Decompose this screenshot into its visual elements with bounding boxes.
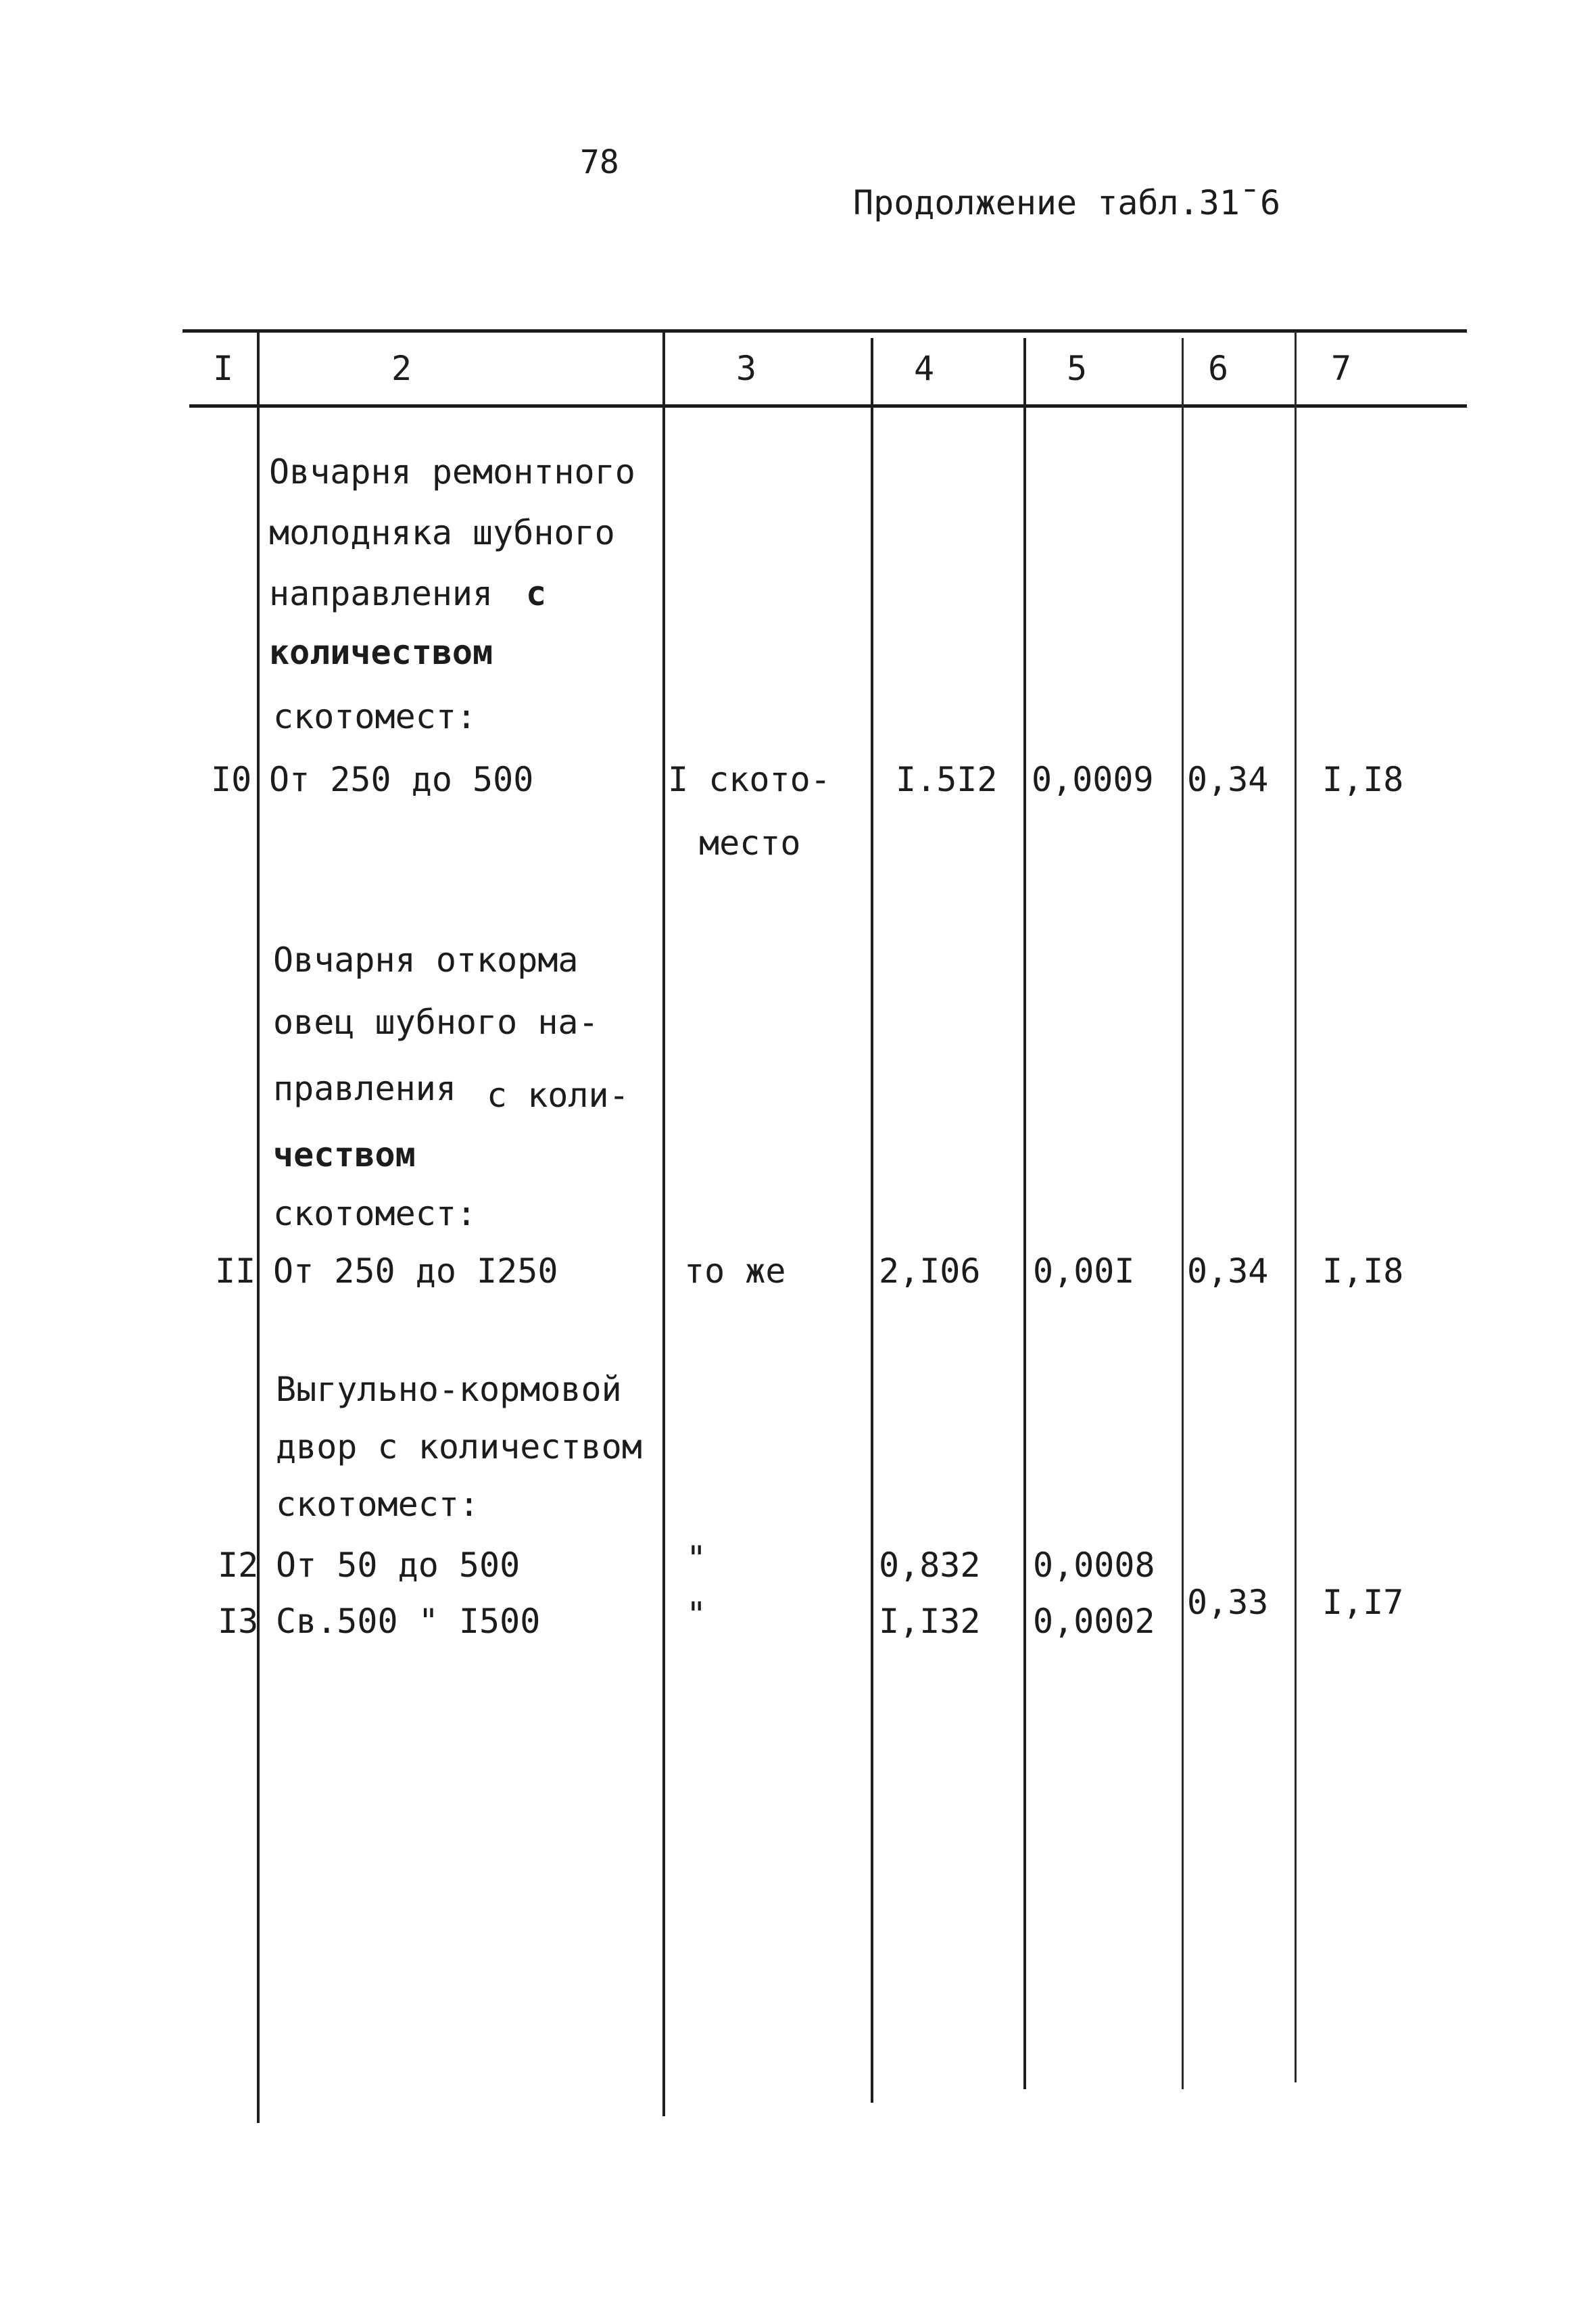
- row-number: I2: [218, 1546, 259, 1585]
- group-title-line: правления: [273, 1069, 456, 1108]
- row-unit: ": [686, 1539, 707, 1578]
- row-col5: 0,0009: [1032, 760, 1154, 799]
- row-name: От 250 до I250: [273, 1251, 558, 1291]
- row-col4: 0,832: [879, 1546, 981, 1585]
- group-title-line: скотомест:: [273, 697, 477, 736]
- table-caption: Продолжение табл.31¯6: [853, 183, 1281, 222]
- row-col5: 0,00I: [1033, 1251, 1135, 1291]
- column-divider: [1295, 331, 1297, 2082]
- group-title-line: молодняка шубного: [269, 513, 615, 552]
- row-col4: I,I32: [879, 1602, 981, 1641]
- table-header-rule: [189, 404, 1467, 408]
- page-number: 78: [580, 143, 619, 181]
- group-title-line: количеством: [269, 633, 493, 672]
- row-col7: I,I8: [1322, 1251, 1404, 1291]
- group-title-line: чеством: [273, 1135, 416, 1174]
- group-title-line: овец шубного на-: [273, 1003, 599, 1042]
- group-title-line: Выгульно-кормовой: [276, 1370, 622, 1409]
- group-title-line: двор с количеством: [276, 1427, 642, 1466]
- column-header-7: 7: [1330, 349, 1352, 388]
- row-unit: ": [686, 1595, 707, 1634]
- group-title-line: с: [526, 574, 547, 613]
- column-header-1: I: [212, 349, 234, 388]
- row-number: I0: [211, 760, 252, 799]
- column-divider: [662, 331, 665, 2116]
- group-title-line: скотомест:: [276, 1485, 480, 1524]
- row-col6: 0,34: [1187, 1251, 1269, 1291]
- column-divider: [1182, 338, 1184, 2089]
- row-col5: 0,0008: [1033, 1546, 1155, 1585]
- row-number: II: [215, 1251, 256, 1291]
- group-title-line: с коли-: [487, 1076, 629, 1115]
- column-divider: [1023, 338, 1026, 2089]
- row-col5: 0,0002: [1033, 1602, 1155, 1641]
- group-title-line: направления: [269, 574, 493, 613]
- column-header-5: 5: [1066, 349, 1088, 388]
- column-header-2: 2: [391, 349, 412, 388]
- row-unit: место: [699, 824, 801, 863]
- shared-col7: I,I7: [1322, 1583, 1404, 1622]
- column-header-6: 6: [1207, 349, 1229, 388]
- row-col6: 0,34: [1187, 760, 1269, 799]
- row-unit: I ското-: [668, 760, 831, 799]
- group-title-line: Овчарня откорма: [273, 940, 579, 980]
- row-col4: 2,I06: [879, 1251, 981, 1291]
- column-divider: [871, 338, 873, 2103]
- column-header-4: 4: [913, 349, 935, 388]
- row-col7: I,I8: [1322, 760, 1404, 799]
- column-header-3: 3: [735, 349, 757, 388]
- row-name: Св.500 " I500: [276, 1602, 541, 1641]
- row-name: От 250 до 500: [269, 760, 534, 799]
- row-number: I3: [218, 1602, 259, 1641]
- shared-col6: 0,33: [1187, 1583, 1269, 1622]
- table-top-rule: [183, 329, 1467, 333]
- column-divider: [257, 331, 260, 2123]
- row-col4: I.5I2: [896, 760, 998, 799]
- row-unit: то же: [684, 1251, 786, 1291]
- group-title-line: Овчарня ремонтного: [269, 452, 635, 492]
- group-title-line: скотомест:: [273, 1194, 477, 1233]
- row-name: От 50 до 500: [276, 1546, 521, 1585]
